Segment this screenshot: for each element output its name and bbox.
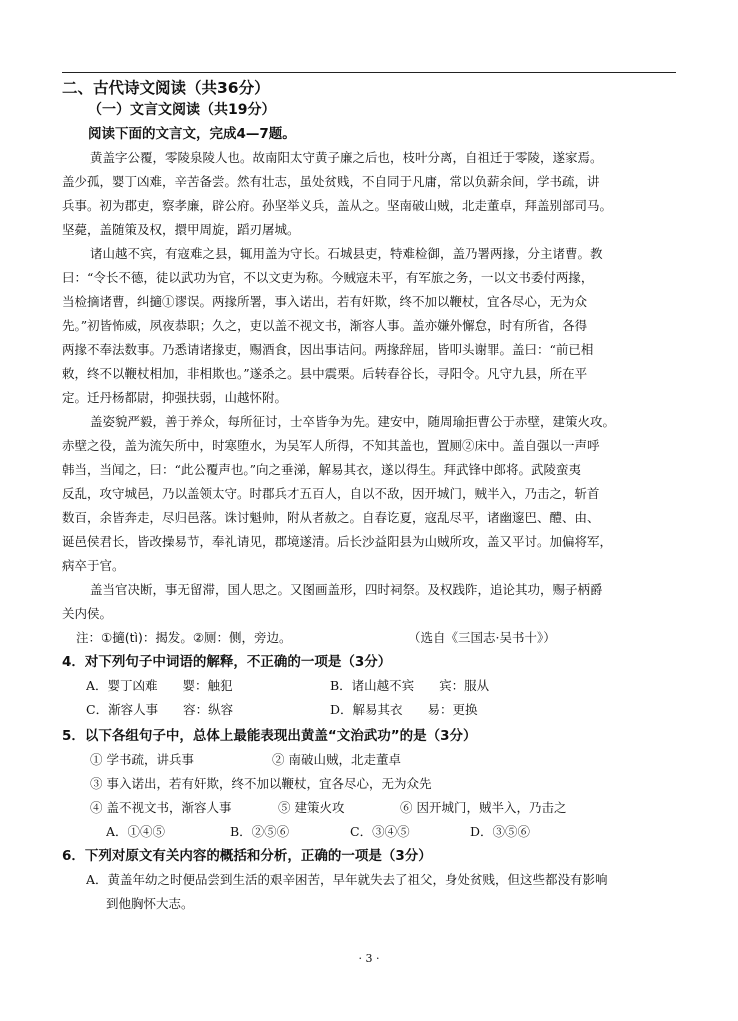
passage-line: 先。”初皆怖威，夙夜恭职；久之，吏以盖不视文书，渐容人事。盖亦嫌外懈怠，时有所省，各得 bbox=[62, 318, 588, 333]
passage-line: 关内侯。 bbox=[62, 606, 113, 621]
passage-line: 诸山越不宾，有寇难之县，辄用盖为守长。石城县吏，特难检御，盖乃署两掾，分主诸曹。教 bbox=[90, 246, 603, 261]
q4-option-a[interactable]: A．婴丁凶难 婴：触犯 bbox=[86, 678, 233, 693]
instruction: 阅读下面的文言文，完成4—7题。 bbox=[88, 126, 296, 142]
passage-line: 盖当官决断，事无留滞，国人思之。又图画盖形，四时祠祭。及权践阼，追论其功，赐子柄爵 bbox=[90, 582, 603, 597]
passage-line: 赤壁之役，盖为流矢所中，时寒堕水，为吴军人所得，不知其盖也，置厕②床中。盖自强以一声呼 bbox=[62, 438, 600, 453]
q4-option-c[interactable]: C．渐容人事 容：纵容 bbox=[86, 702, 234, 717]
section-title: 二、古代诗文阅读（共36分） bbox=[62, 79, 270, 97]
passage-line: 黄盖字公覆，零陵泉陵人也。故南阳太守黄子廉之后也，枝叶分离，自祖迁于零陵，遂家焉。 bbox=[90, 150, 603, 165]
passage-line: 盖姿貌严毅，善于养众，每所征讨，士卒皆争为先。建安中，随周瑜拒曹公于赤壁，建策火攻。 bbox=[90, 414, 616, 429]
question-6-stem: 6．下列对原文有关内容的概括和分析，正确的一项是（3分） bbox=[62, 848, 432, 864]
q4-option-d[interactable]: D．解易其衣 易：更换 bbox=[330, 702, 478, 717]
q5-item-4: ④ 盖不视文书，渐容人事 bbox=[90, 800, 232, 815]
passage-line: 两掾不奉法数事。乃悉请诸掾吏，赐酒食，因出事诘问。两掾辞屈，皆叩头谢罪。盖曰：“前已相 bbox=[62, 342, 594, 357]
passage-line: 敕，终不以鞭杖相加，非相欺也。”遂杀之。县中震栗。后转春谷长，寻阳令。凡守九县，所在平 bbox=[62, 366, 588, 381]
footnote: 注：①擿(tì)：揭发。②厕：侧，旁边。 bbox=[76, 630, 292, 645]
q5-choice-c[interactable]: C．③④⑤ bbox=[350, 824, 410, 839]
q5-choice-b[interactable]: B．②⑤⑥ bbox=[230, 824, 290, 839]
passage-line: 坚薨，盖随策及权，擐甲周旋，蹈刃屠城。 bbox=[62, 222, 300, 237]
question-4-stem: 4．对下列句子中词语的解释，不正确的一项是（3分） bbox=[62, 654, 392, 670]
q5-item-3: ③ 事入诺出，若有奸欺，终不加以鞭杖，宜各尽心，无为众先 bbox=[90, 776, 432, 791]
page-number: · 3 · bbox=[358, 952, 380, 965]
passage-line: 曰：“令长不德，徒以武功为官，不以文吏为称。今贼寇未平，有军旅之务，一以文书委付两掾， bbox=[62, 270, 594, 285]
passage-line: 当检摘诸曹，纠擿①谬误。两掾所署，事入诺出，若有奸欺，终不加以鞭杖，宜各尽心，无为众 bbox=[62, 294, 588, 309]
passage-line: 盖少孤，婴丁凶难，辛苦备尝。然有壮志，虽处贫贱，不自同于凡庸，常以负薪余间，学书疏，讲 bbox=[62, 174, 600, 189]
passage-line: 兵事。初为郡吏，察孝廉，辟公府。孙坚举义兵，盖从之。坚南破山贼，北走董卓，拜盖别部司马。 bbox=[62, 198, 613, 213]
q4-option-b[interactable]: B．诸山越不宾 宾：服从 bbox=[330, 678, 490, 693]
q6-option-a-cont: 到他胸怀大志。 bbox=[106, 896, 194, 911]
passage-line: 定。迁丹杨都尉，抑强扶弱，山越怀附。 bbox=[62, 390, 288, 405]
subsection-title: （一）文言文阅读（共19分） bbox=[88, 102, 276, 118]
passage-line: 反乱，攻守城邑，乃以盖领太守。时郡兵才五百人，自以不敌，因开城门，贼半入，乃击之，斩首 bbox=[62, 486, 600, 501]
q5-item-1: ① 学书疏，讲兵事 bbox=[90, 752, 194, 767]
top-rule bbox=[62, 72, 676, 73]
q5-item-2: ② 南破山贼，北走董卓 bbox=[272, 752, 401, 767]
q5-choice-d[interactable]: D．③⑤⑥ bbox=[470, 824, 531, 839]
passage-line: 诞邑侯君长，皆改操易节，奉礼请见，郡境遂清。后长沙益阳县为山贼所攻，盖又平讨。加偏将军， bbox=[62, 534, 613, 549]
q5-choice-a[interactable]: A．①④⑤ bbox=[106, 824, 166, 839]
passage-line: 韩当，当闻之，曰：“此公覆声也。”向之垂涕，解易其衣，遂以得生。拜武锋中郎将。武陵蛮夷 bbox=[62, 462, 582, 477]
q5-item-6: ⑥ 因开城门，贼半入，乃击之 bbox=[400, 800, 567, 815]
source-citation: （选自《三国志·吴书十》） bbox=[408, 630, 556, 645]
passage-line: 病卒于官。 bbox=[62, 558, 125, 573]
passage-line: 数百，余皆奔走，尽归邑落。诛讨魁帅，附从者赦之。自春讫夏，寇乱尽平，诸幽邃巴、醴、由、 bbox=[62, 510, 600, 525]
q6-option-a[interactable]: A．黄盖年幼之时便品尝到生活的艰辛困苦，早年就失去了祖父，身处贫贱，但这些都没有影响 bbox=[86, 872, 608, 887]
q5-item-5: ⑤ 建策火攻 bbox=[278, 800, 345, 815]
question-5-stem: 5．以下各组句子中，总体上最能表现出黄盖“文治武功”的是（3分） bbox=[62, 728, 477, 744]
